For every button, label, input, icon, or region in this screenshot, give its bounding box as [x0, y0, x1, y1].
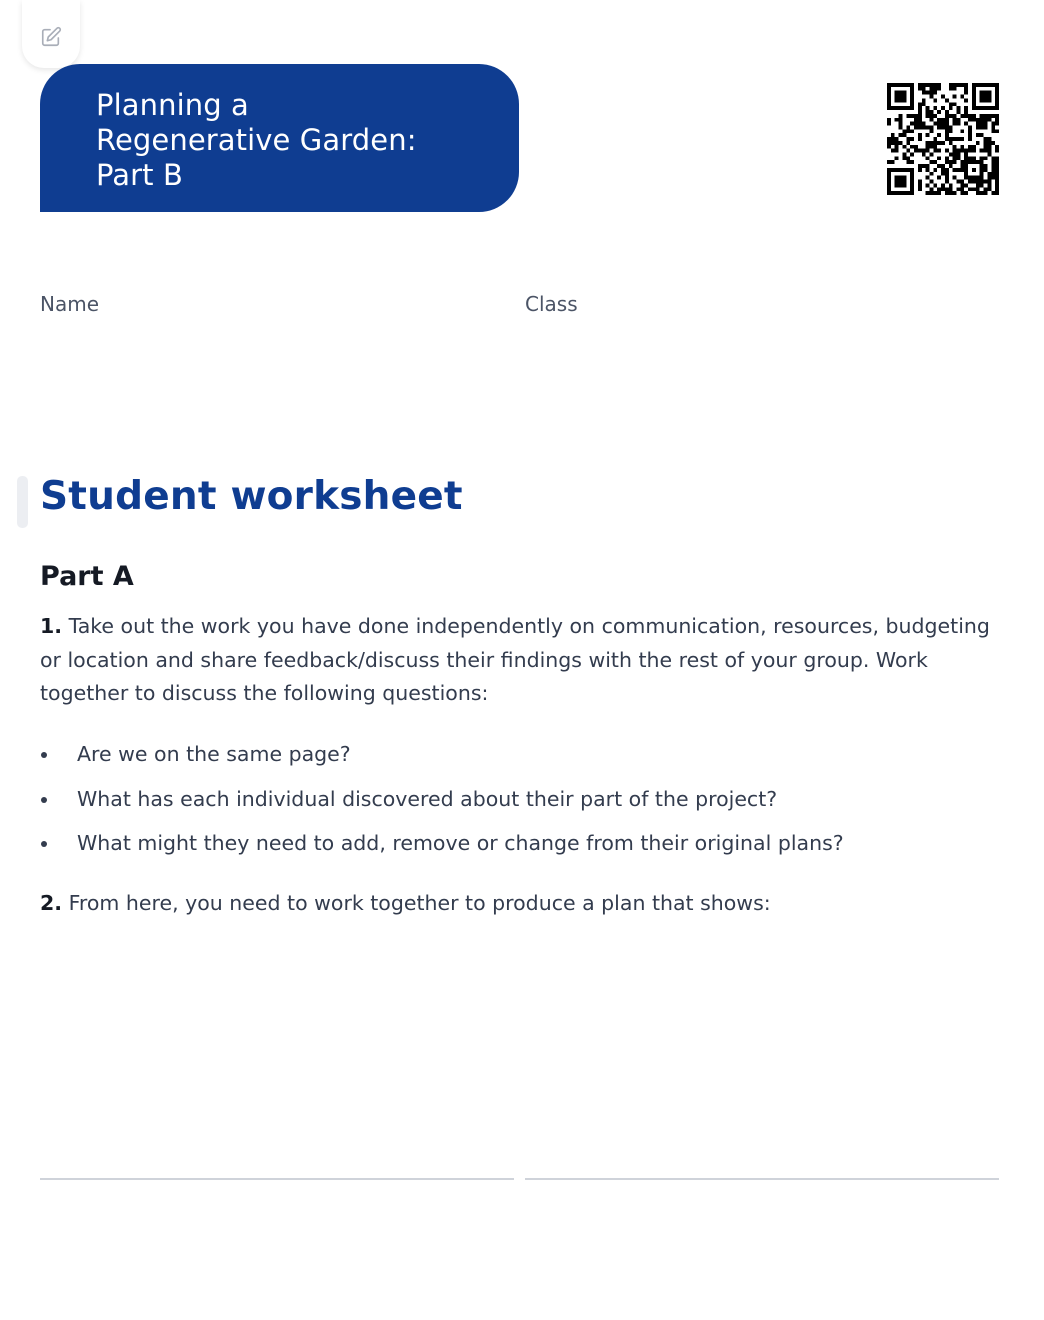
- list-item-text: What might they need to add, remove or change from their original plans?: [77, 831, 844, 855]
- name-field-label: Name: [40, 292, 100, 316]
- question-2: [40, 887, 1005, 921]
- list-item: [40, 827, 844, 872]
- bullet-icon: [41, 752, 47, 758]
- title-line-2: Regenerative Garden:: [96, 123, 417, 157]
- bullet-icon: [41, 797, 47, 803]
- question-2-text: From here, you need to work together to produce a plan that shows:: [62, 891, 771, 915]
- pencil-square-icon: [40, 26, 62, 48]
- section-marker: [17, 476, 28, 528]
- title-banner: [40, 64, 519, 212]
- qr-code-icon: [887, 83, 999, 195]
- question-1: [40, 610, 1005, 711]
- title-line-1: Planning a: [96, 88, 249, 122]
- question-1-number: 1.: [40, 614, 63, 638]
- answer-line-right[interactable]: [525, 1178, 999, 1180]
- title-line-3: Part B: [96, 158, 183, 192]
- answer-line-left[interactable]: [40, 1178, 514, 1180]
- edit-button[interactable]: [22, 0, 80, 68]
- class-field-label: Class: [525, 292, 578, 316]
- page-title: Student worksheet: [40, 474, 463, 519]
- list-item: [40, 783, 844, 828]
- part-heading: Part A: [40, 561, 134, 592]
- list-item-text: What has each individual discovered about their part of the project?: [77, 786, 778, 811]
- bullet-icon: [41, 841, 47, 847]
- list-item: [40, 738, 844, 783]
- list-item-text: Are we on the same page?: [77, 742, 351, 766]
- discussion-questions-list: [40, 738, 844, 872]
- worksheet-title: [96, 88, 499, 193]
- question-2-number: 2.: [40, 891, 63, 915]
- question-1-text: Take out the work you have done independently on communication, resources, budgeting or location and share feedback/discuss their findings with the rest of your group. Work together to discuss the following questions:: [40, 614, 990, 705]
